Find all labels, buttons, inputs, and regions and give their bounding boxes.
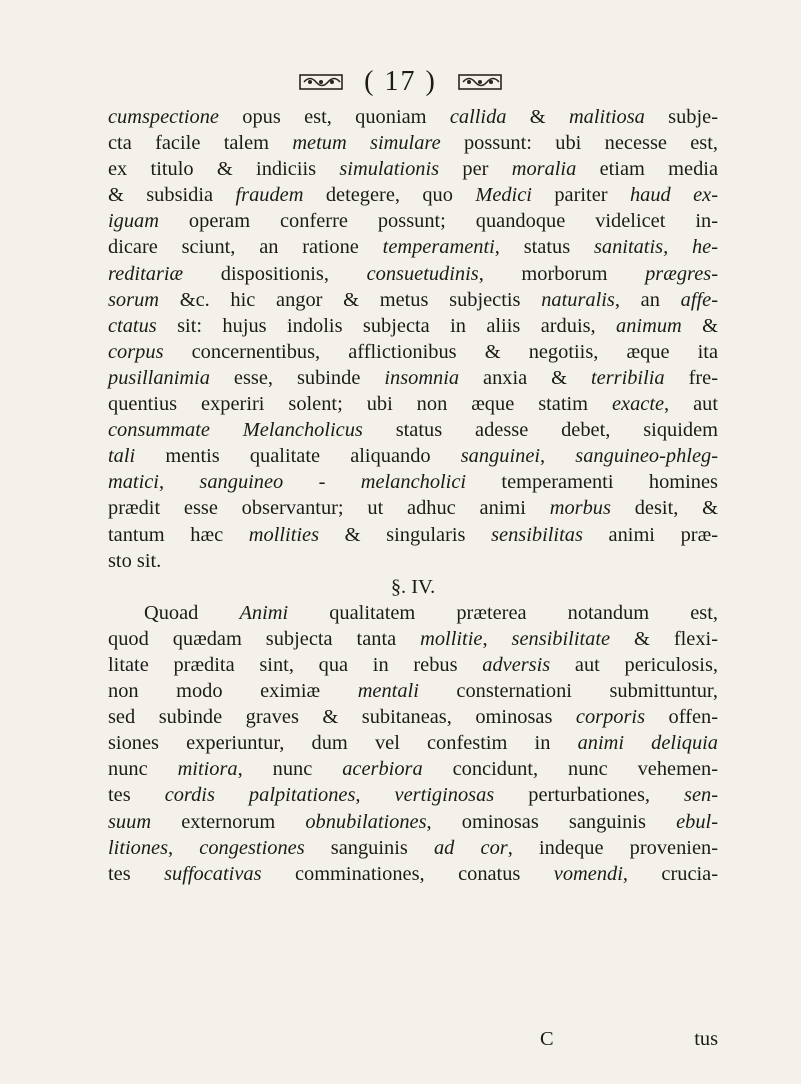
text-run: esse, subinde [209,366,385,389]
text-run: comminationes, conatus [261,862,554,885]
text-run: siones experiuntur, dum vel confestim in [108,732,578,755]
text-line [108,208,718,234]
text-run: per [439,158,512,181]
text-run: , crucia- [622,862,718,885]
italic-word: sen- [684,784,719,807]
italic-word: cumspectione [108,106,219,128]
text-run: concidunt, nunc vehemen- [422,758,718,781]
text-run: , ominosas sanguinis [426,810,677,833]
text-run: Quoad [144,601,240,624]
italic-word: temperamenti [382,236,495,259]
italic-word: sanguineo - melancholici [199,471,467,494]
italic-word: obnubilationes [305,810,427,833]
italic-word: sanguinei [460,445,541,468]
text-run: offen- [645,706,718,729]
text-run: operam conferre possunt; quandoque videlicet in- [158,210,718,233]
text-line [108,287,718,313]
page-header [0,62,801,102]
text-run: , [482,627,512,650]
italic-word: adversis [482,653,551,676]
italic-word: vertiginosas [394,784,495,807]
italic-word: suum [108,810,152,833]
text-run: & subsidia [108,184,236,207]
text-line [108,365,718,391]
text-run: concernentibus, afflictionibus & negotiis, æque ita [163,340,718,363]
text-line [108,704,718,730]
italic-word: animi deliquia [577,732,719,755]
catchword: tus [694,1028,718,1050]
text-run: animi præ- [582,523,718,546]
section-heading [108,574,718,600]
italic-word: acerbiora [342,758,423,781]
text-run: aut periculosis, [550,653,718,676]
body-text [108,104,718,887]
text-run: etiam media [576,158,718,181]
text-run: tantum hæc [108,523,249,546]
text-run: tes [108,784,165,807]
text-line [108,443,718,469]
italic-word: insomnia [384,366,460,389]
text-line [108,548,718,574]
italic-word: consuetudinis [366,262,479,285]
text-run: dicare sciunt, an ratione [108,236,383,259]
text-run: sanguinis [304,836,434,859]
text-run: , status [494,236,594,259]
text-run: & [506,106,569,128]
italic-word: corporis [575,706,646,729]
text-line [108,469,718,495]
italic-word: sensibilitas [491,523,583,546]
italic-word: naturalis [541,288,615,311]
text-line [108,756,718,782]
text-run: sto sit. [108,549,162,572]
text-run: quod quædam subjecta tanta [108,627,421,650]
text-run: sed subinde graves & subitaneas, ominosas [108,706,576,729]
text-line [108,417,718,443]
left-ornament-icon [298,72,344,92]
text-run: anxia & [459,366,591,389]
text-run: non modo eximiæ [108,680,358,703]
text-line [108,104,718,130]
italic-word: ebul- [676,810,718,833]
text-line [108,730,718,756]
text-run: status adesse debet, siquidem [362,419,718,442]
italic-word: sanitatis, he- [593,236,719,259]
italic-word: exacte [611,393,665,416]
italic-word: tali [108,445,136,468]
text-run: externorum [151,810,306,833]
text-run: consternationi submittuntur, [418,680,718,703]
italic-word: pusillanimia [108,366,210,389]
text-run: quentius experiri solent; ubi non æque statim [108,393,612,416]
text-line [108,522,718,548]
italic-word: metum simulare [292,132,441,155]
text-line [108,495,718,521]
text-run: , nunc [237,758,343,781]
page-footer [108,1028,718,1054]
text-run: , [158,471,200,494]
italic-word: consummate Melancholicus [108,419,363,442]
text-run: &c. hic angor & metus subjectis [159,288,542,311]
italic-word: sanguineo-phleg- [575,445,719,468]
italic-word: simulationis [339,158,440,181]
text-line [108,339,718,365]
page-number: ( 17 ) [364,66,437,97]
text-run: ex titulo & indiciis [108,158,340,181]
text-run: tes [108,862,165,885]
italic-word: vomendi [553,862,623,885]
italic-word: mollitie [420,627,483,650]
italic-word: prægres- [645,262,718,285]
text-run: , an [614,288,681,311]
text-line [108,678,718,704]
text-line [108,182,718,208]
text-run: , aut [664,393,718,416]
text-run: & flexi- [610,627,719,650]
text-run: litate prædita sint, qua in rebus [108,653,483,676]
text-line [108,156,718,182]
italic-word: malitiosa [568,106,645,128]
text-run: pariter [531,184,630,207]
italic-word: sensibilitate [511,627,611,650]
italic-word: morbus [549,497,611,520]
text-run: fre- [664,366,718,389]
text-run: & [681,314,718,337]
text-run: desit, & [610,497,718,520]
text-run: qualitatem præterea notandum est, [288,601,718,624]
text-run: mentis qualitate aliquando [135,445,461,468]
italic-word: matici [108,471,159,494]
text-run: possunt: ubi necesse est, [440,132,719,155]
text-run: opus est, quoniam [218,106,450,128]
text-line [108,835,718,861]
italic-word: congestiones [199,836,305,859]
text-line [108,391,718,417]
italic-word: fraudem [235,184,304,207]
text-run: dispositionis, [183,262,367,285]
italic-word: callida [449,106,507,128]
text-run: detegere, quo [303,184,476,207]
italic-word: sorum [108,288,159,311]
italic-word: reditariæ [108,262,184,285]
text-run: cta facile talem [108,132,293,155]
text-line [108,652,718,678]
text-line [108,809,718,835]
right-ornament-icon [457,72,503,92]
text-line [108,130,718,156]
signature-mark: C [540,1028,554,1050]
text-run: , morborum [478,262,646,285]
italic-word: corpus [108,340,164,363]
text-run: , [168,836,200,859]
italic-word: Animi [239,601,289,624]
text-line [108,861,718,887]
italic-word: haud ex- [629,184,718,207]
italic-word: affe- [680,288,718,311]
text-line [108,313,718,339]
text-run: temperamenti homines [466,471,718,494]
text-line [108,626,718,652]
text-run: §. IV. [390,575,436,598]
italic-word: Medici [475,184,532,207]
text-run: , indeque provenien- [507,836,718,859]
text-run: & singularis [319,523,492,546]
italic-word: moralia [511,158,577,181]
text-line [108,234,718,260]
italic-word: mitiora [177,758,238,781]
italic-word: iguam [108,210,159,233]
text-line [108,600,718,626]
italic-word: cordis palpitationes [164,784,356,807]
italic-word: suffocativas [164,862,262,885]
italic-word: mentali [357,680,419,703]
text-run: perturbationes, [494,784,685,807]
italic-word: litiones [108,836,169,859]
italic-word: mollities [248,523,320,546]
italic-word: terribilia [590,366,665,389]
text-run: nunc [108,758,178,781]
text-run: sit: hujus indolis subjecta in aliis arduis, [156,314,617,337]
text-run: prædit esse observantur; ut adhuc animi [108,497,550,520]
italic-word: animum [616,314,682,337]
text-run: , [540,445,576,468]
text-run: subje- [644,106,718,128]
italic-word: ad cor [433,836,508,859]
italic-word: ctatus [108,314,157,337]
text-line [108,261,718,287]
text-run: , [355,784,395,807]
text-line [108,782,718,808]
